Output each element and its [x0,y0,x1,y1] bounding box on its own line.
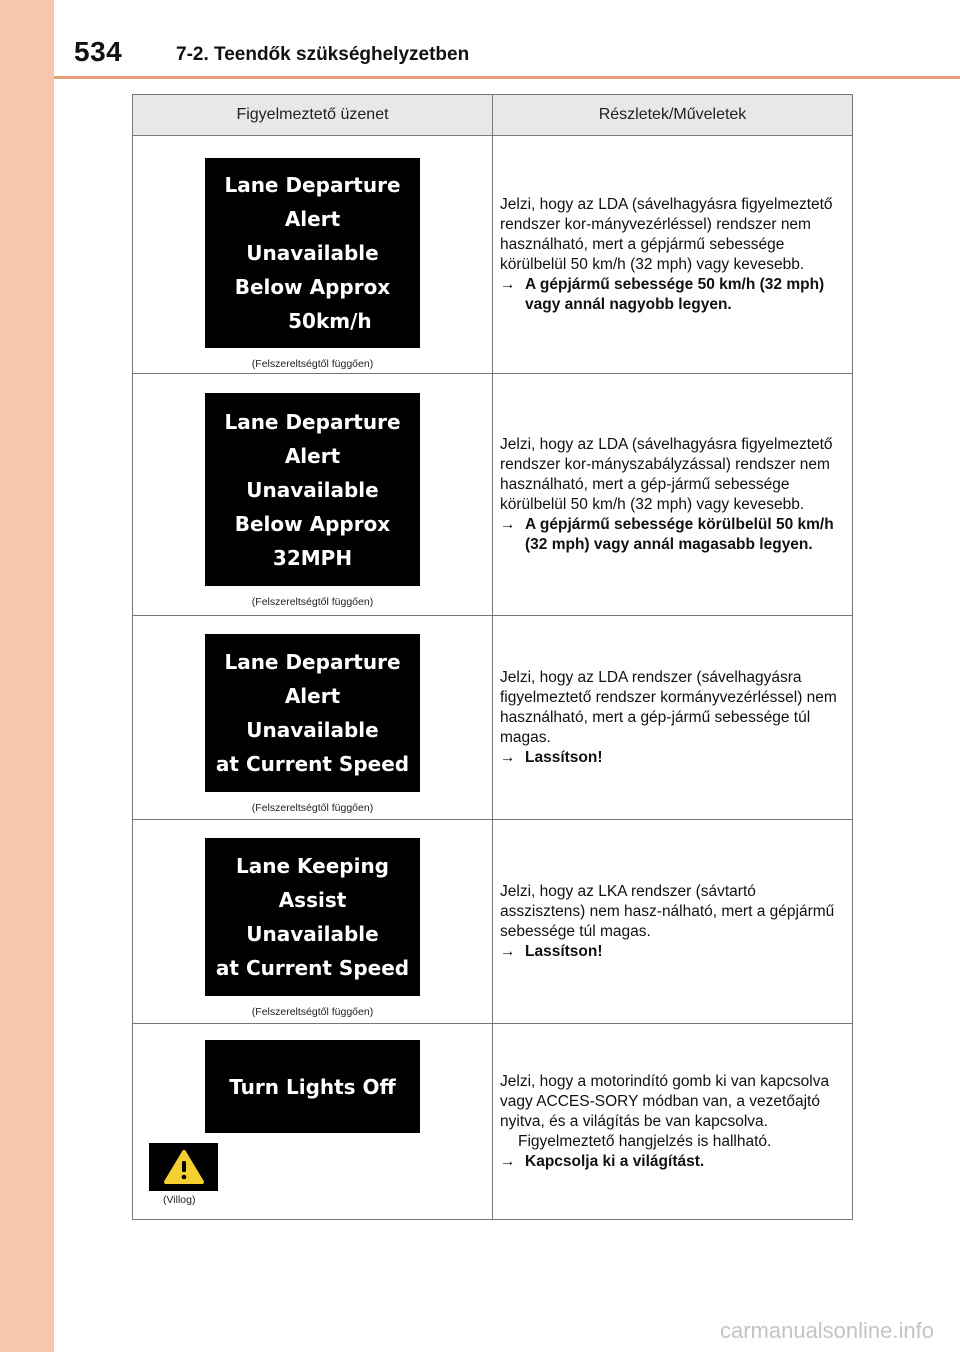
table-row [133,616,853,820]
warning-triangle-icon [163,1149,205,1185]
caption: (Villog) [163,1194,196,1206]
caption: (Felszereltségtől függően) [251,596,374,608]
caption: (Felszereltségtől függően) [251,1005,374,1018]
column-header-message: Figyelmeztető üzenet [133,95,493,136]
table-row [133,1024,853,1220]
description: Jelzi, hogy a motorindító gomb ki van kapcsolva vagy ACCES-SORY módban van, a vezetőajtó nyitva, és a világítás be van kapcsolva. [500,1072,830,1130]
details-cell [493,374,853,616]
details-cell [493,1024,853,1220]
details-cell [493,820,853,1024]
warning-message-table [132,94,853,1220]
message-image-cell [133,1024,493,1220]
action-text: Kapcsolja ki a világítást. [525,1152,705,1170]
description: Jelzi, hogy az LKA rendszer (sávtartó asszisztens) nem hasz-nálható, mert a gépjármű sebessége túl magas. [500,882,835,940]
action-line [500,1152,842,1172]
display-message: Turn Lights Off [229,1074,396,1099]
display-message: Lane Keeping Assist Unavailable at Current Speed [215,853,410,980]
action-line [500,942,842,962]
details-cell [493,136,853,374]
action-text: A gépjármű sebessége körülbelül 50 km/h (32 mph) vagy annál magasabb legyen. [525,515,834,553]
header-rule [54,76,960,79]
action-line [500,275,842,315]
message-image-cell [133,136,493,374]
display-screen [205,393,420,586]
display-screen [205,158,420,348]
arrow-icon: → [500,515,516,533]
arrow-icon: → [500,748,516,766]
section-title: 7-2. Teendők szükséghelyzetben [176,44,470,65]
caption: (Felszereltségtől függően) [251,801,374,814]
display-message: Lane Departure Alert Unavailable Below Approx 50km/h [224,172,401,333]
description: Jelzi, hogy az LDA (sávelhagyásra figyelmeztető rendszer kor-mányvezérléssel) rendszer nem használható, mert a gépjármű sebessége körülbelül 50 km/h (32 mph) vagy kevesebb. [500,195,833,273]
action-text: Lassítson! [525,748,603,766]
warning-indicator [149,1143,218,1191]
arrow-icon: → [500,275,516,293]
display-message: Lane Departure Alert Unavailable Below Approx 32MPH [224,409,401,570]
table-row [133,374,853,616]
message-image-cell [133,374,493,616]
action-text: A gépjármű sebessége 50 km/h (32 mph) vagy annál nagyobb legyen. [525,275,825,313]
description: Jelzi, hogy az LDA rendszer (sávelhagyásra figyelmeztető rendszer kormányvezérléssel) nem használható, mert a gép-jármű sebessége túl magas. [500,668,837,746]
column-header-details: Részletek/Műveletek [493,95,853,136]
table-row [133,820,853,1024]
note: Figyelmeztető hangjelzés is hallható. [518,1132,772,1150]
action-text: Lassítson! [525,942,603,960]
side-band [0,0,54,1352]
display-message: Lane Departure Alert Unavailable at Current Speed [215,649,410,776]
display-screen [205,838,420,996]
caption: (Felszereltségtől függően) [251,357,374,370]
message-image-cell [133,616,493,820]
display-screen [205,1040,420,1133]
action-line [500,515,842,555]
action-line [500,748,842,768]
table-row [133,136,853,374]
table-header-row [133,95,853,136]
details-cell [493,616,853,820]
display-screen [205,634,420,792]
message-image-cell [133,820,493,1024]
arrow-icon: → [500,1152,516,1170]
description: Jelzi, hogy az LDA (sávelhagyásra figyelmeztető rendszer kor-mányszabályzással) rendszer nem használható, mert a gép-jármű sebessége körülbelül 50 km/h (32 mph) vagy kevesebb. [500,435,833,513]
arrow-icon: → [500,942,516,960]
page-number: 534 [74,36,123,67]
watermark: carmanualsonline.info [719,1318,934,1343]
